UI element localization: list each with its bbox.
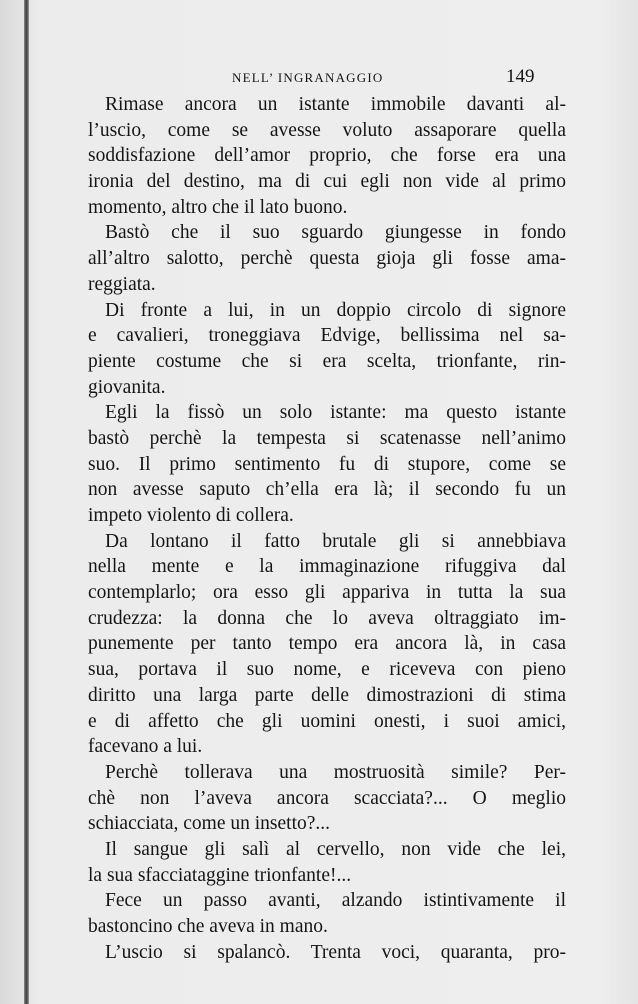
text-line: non avesse saputo ch’ella era là; il secondo fu un [88,479,566,501]
text-line: reggiata. [88,273,156,295]
running-title: NELL’ INGRANAGGIO [232,70,384,85]
text-line: momento, altro che il lato buono. [88,196,348,218]
text-line: L’uscio si spalancò. Trenta voci, quaranta, pro- [105,941,566,963]
text-line: all’altro salotto, perchè questa gioja gli fosse ama- [88,248,566,270]
text-line: bastoncino che aveva in mano. [88,916,328,937]
text-line: piente costume che si era scelta, trionfante, rin- [88,350,566,372]
text-line: Bastò che il suo sguardo giungesse in fondo [105,222,566,244]
text-line: bastò perchè la tempesta si scatenasse nell’animo [88,427,566,449]
page-number: 149 [506,66,535,87]
text-line: e di affetto che gli uomini onesti, i suoi amici, [88,710,566,732]
text-line: diritto una larga parte delle dimostrazioni di stima [88,684,566,706]
text-line: suo. Il primo sentimento fu di stupore, come se [88,453,566,475]
text-line: contemplarlo; ora esso gli appariva in tutta la sua [88,582,566,604]
text-line: Il sangue gli salì al cervello, non vide che lei, [105,838,566,860]
text-line: l’uscio, come se avesse voluto assaporare quella [88,119,566,141]
text-line: sua, portava il suo nome, e riceveva con pieno [88,659,566,681]
text-line: crudezza: la donna che lo aveva oltraggiato im- [88,607,566,629]
text-line: soddisfazione dell’amor proprio, che forse era una [88,145,566,167]
page-binding-edge [24,0,29,1004]
text-line: Di fronte a lui, in un doppio circolo di signore [105,299,566,321]
text-line: punemente per tanto tempo era ancora là, in casa [88,633,566,655]
body-text [88,92,566,965]
text-line: facevano a lui. [88,736,203,758]
text-line: Egli la fissò un solo istante: ma questo istante [105,402,566,424]
text-line: impeto violento di collera. [88,505,294,526]
text-line: e cavalieri, troneggiava Edvige, bellissima nel sa- [88,325,566,347]
text-line: chè non l’aveva ancora scacciata?... O meglio [88,787,566,809]
text-line: Da lontano il fatto brutale gli si annebbiava [105,530,566,552]
text-line: nella mente e la immaginazione rifuggiva dal [88,556,566,578]
text-line: schiacciata, come un insetto?... [88,813,331,835]
text-line: Fece un passo avanti, alzando istintivamente il [105,890,566,912]
text-line: Rimase ancora un istante immobile davanti al- [105,94,566,115]
text-line: la sua sfacciataggine trionfante!... [88,864,352,886]
page-header [86,66,566,90]
text-line: giovanita. [88,376,166,398]
text-line: ironia del destino, ma di cui egli non vide al primo [88,171,566,193]
text-line: Perchè tollerava una mostruosità simile? Per- [105,761,566,783]
